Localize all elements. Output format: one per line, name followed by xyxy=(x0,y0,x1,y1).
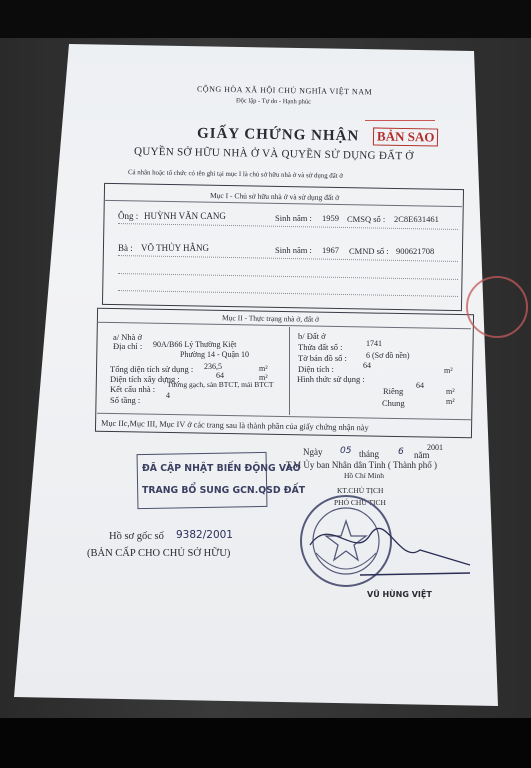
certificate-title: GIẤY CHỨNG NHẬN xyxy=(196,125,360,145)
copy-label: BẢN SAO xyxy=(373,127,439,146)
build-area-label: Diện tích xây dựng : xyxy=(110,374,180,384)
total-area-unit: m² xyxy=(259,364,268,373)
structure-value: Tường gạch, sàn BTCT, mái BTCT xyxy=(167,380,274,389)
map-value: 6 (Sơ đồ nền) xyxy=(366,351,410,360)
address-label: Địa chỉ : xyxy=(113,341,143,351)
owner1-birth-year: 1959 xyxy=(322,213,339,223)
private-unit: m² xyxy=(446,387,455,396)
date-year-label: năm xyxy=(414,450,430,460)
floors-value: 4 xyxy=(166,391,170,400)
owner2-name: VÕ THỦY HẰNG xyxy=(141,243,209,253)
certificate-subtitle: QUYỀN SỞ HỮU NHÀ Ở VÀ QUYỀN SỬ DỤNG ĐẤT Ở xyxy=(133,145,414,163)
owner2-id-number: 900621708 xyxy=(396,246,435,256)
update-stamp-line2: TRANG BỔ SUNG GCN.QSD ĐẤT xyxy=(142,485,306,496)
signer-name: VŨ HÙNG VIỆT xyxy=(367,590,432,599)
floors-label: Số tầng : xyxy=(110,395,141,405)
update-stamp-line1: ĐÃ CẬP NHẬT BIẾN ĐỘNG VÀO xyxy=(142,463,301,474)
section-1-heading: Mục I - Chủ sở hữu nhà ở và sử dụng đất ở xyxy=(209,190,340,203)
city: Hồ Chí Minh xyxy=(344,471,385,480)
motto: Độc lập - Tự do - Hạnh phúc xyxy=(235,97,312,106)
owner1-id-label: CMSQ số : xyxy=(347,214,386,224)
shared-label: Chung xyxy=(382,398,405,408)
house-heading: a/ Nhà ở xyxy=(113,332,143,342)
shared-unit: m² xyxy=(446,397,455,406)
map-label: Tờ bản đồ số : xyxy=(298,353,347,363)
date-month: 6 xyxy=(398,447,404,457)
intro-text: Cá nhân hoặc tổ chức có tên ghi tại mục I là chủ sở hữu nhà ở và sử dụng đất ở xyxy=(127,169,343,180)
role-deputy: PHÓ CHỦ TỊCH xyxy=(334,498,386,507)
address-line1: 90A/B66 Lý Thường Kiệt xyxy=(153,340,237,349)
parcel-value: 1741 xyxy=(366,339,382,348)
land-heading: b/ Đất ở xyxy=(298,331,326,341)
signature-icon xyxy=(300,505,475,580)
owner1-prefix: Ông : xyxy=(118,211,139,221)
land-area-unit: m² xyxy=(444,366,453,375)
owner1-name: HUỲNH VĂN CANG xyxy=(144,211,226,221)
land-area-value: 64 xyxy=(363,361,371,370)
date-day: 05 xyxy=(340,446,352,456)
owner2-id-label: CMND số : xyxy=(349,246,389,256)
total-area-value: 236,5 xyxy=(204,362,222,371)
build-area-unit: m² xyxy=(259,373,268,382)
record-issued-to: (BẢN CẤP CHO CHỦ SỞ HỮU) xyxy=(87,548,231,559)
owner2-birth-year: 1967 xyxy=(322,245,339,255)
owner2-birth-label: Sinh năm : xyxy=(275,245,312,255)
private-value: 64 xyxy=(416,381,424,390)
address-line2: Phường 14 - Quận 10 xyxy=(180,350,250,359)
serial-boxes xyxy=(365,120,435,121)
build-area-value: 64 xyxy=(216,371,224,380)
record-label: Hồ sơ gốc số xyxy=(109,531,164,542)
authority: T.M Ủy ban Nhân dân Tỉnh ( Thành phố ) xyxy=(286,460,437,470)
record-number: 9382/2001 xyxy=(176,529,233,541)
date-prefix: Ngày xyxy=(303,447,323,457)
land-area-label: Diện tích : xyxy=(298,364,334,374)
section-2-note: Mục IIc,Mục III, Mục IV ở các trang sau là thành phần của giấy chứng nhận này xyxy=(100,418,369,433)
owner1-id-number: 2C8E631461 xyxy=(394,214,439,224)
section-2-heading: Mục II - Thực trạng nhà ở, đất ở xyxy=(221,313,320,324)
date-year: 2001 xyxy=(427,443,443,452)
owner1-birth-label: Sinh năm : xyxy=(275,213,312,223)
usage-label: Hình thức sử dụng : xyxy=(297,374,365,384)
total-area-label: Tổng diện tích sử dụng : xyxy=(110,364,194,374)
red-seal-icon xyxy=(466,276,528,338)
private-label: Riêng xyxy=(383,386,404,396)
role-vice: KT.CHỦ TỊCH xyxy=(337,486,384,495)
owner2-prefix: Bà : xyxy=(118,243,133,253)
section-2-vertical-divider xyxy=(289,327,290,415)
parcel-label: Thửa đất số : xyxy=(298,342,343,352)
republic-heading: CỘNG HÒA XÃ HỘI CHỦ NGHĨA VIỆT NAM xyxy=(196,84,373,97)
update-stamp xyxy=(137,452,268,509)
structure-label: Kết cấu nhà : xyxy=(110,384,156,394)
date-month-label: tháng xyxy=(359,449,379,459)
